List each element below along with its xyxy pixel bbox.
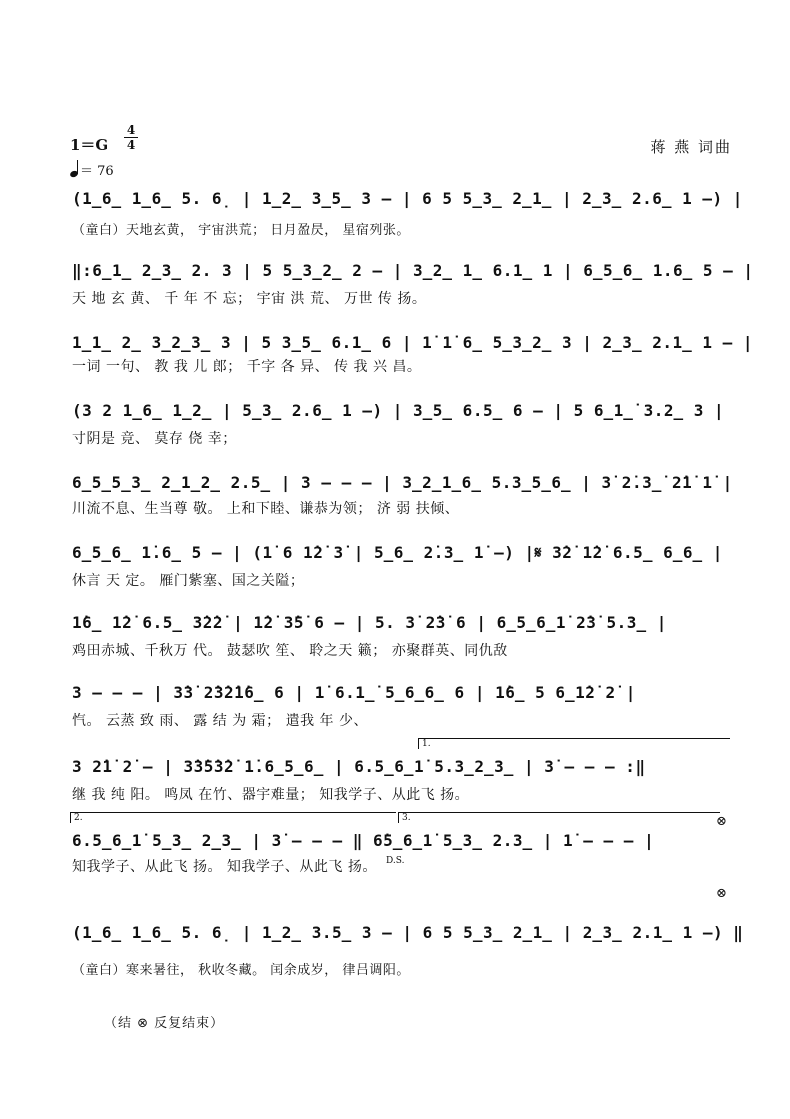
lyrics-row-6: 休言 天 定。 雁门紫塞、国之关隘； [72, 573, 305, 589]
notation-row-8: 3 – – – | 3̇3̇ 2̇3̇2̇1̇6̲ 6 | 1̇ 6.1̲̇ 5̲6̲6̲ 6 | 1̇6̲ 5 6̲1̇2̇ 2̇ | [72, 683, 636, 702]
author-credit: 蒋 燕 词曲 [650, 138, 732, 156]
tempo-marking [70, 160, 114, 179]
lyrics-row-11: （童白）寒来暑往， 秋收冬藏。 闰余成岁， 律吕调阳。 [72, 963, 410, 978]
lyrics-row-2: 天 地 玄 黄、 千 年 不 忘； 宇宙 洪 荒、 万世 传 扬。 [72, 291, 427, 307]
lyrics-row-8: 忾。 云蒸 致 雨、 露 结 为 霜； 遣我 年 少、 [72, 713, 369, 729]
volta-1-bracket [418, 738, 730, 749]
quarter-note-icon [70, 161, 80, 177]
lyrics-row-9: 继 我 纯 阳。 鸣凤 在竹、器宇难量； 知我学子、从此飞 扬。 [72, 787, 470, 803]
footnote: （结 ⊗ 反复结束） [104, 1016, 225, 1031]
notation-row-3: 1̲1̲ 2̲ 3̲2̲3̲ 3 | 5 3̲5̲ 6.1̲ 6 | 1̇ 1̇ 6̲ 5̲3̲2̲ 3 | 2̲3̲ 2.1̲ 1 – | [72, 333, 754, 352]
notation-row-6: 6̲5̲6̲ 1̇.6̲ 5 – | (1̇ 6 1̇2̇ 3̇ | 5̲6̲ 2̇.3̲ 1̇ –) |𝄋 3̇2̇ 1̇2̇ 6.5̲ 6̲6̲ | [72, 543, 723, 562]
notation-row-1: (1̲6̲ 1̲6̲ 5. 6̣ | 1̲2̲ 3̲5̲ 3 – | 6 5 5̲3̲ 2̲1̲ | 2̲3̲ 2.6̲ 1 –) | [72, 189, 743, 208]
time-signature-bottom: 4 [126, 138, 136, 152]
notation-row-7: 1̇6̲ 1̇2̇ 6.5̲ 3̇2̇2̇ | 1̇2̇ 3̇5̇ 6 – | 5. 3̇ 2̇3̇ 6 | 6̲5̲6̲1̇ 2̇3̇ 5.3̲ | [72, 613, 667, 632]
notation-row-10: 6.5̲6̲1̇ 5̲3̲ 2̲3̲ | 3̇ – – – ‖ 6̇5̲6̲1̇ 5̲3̲ 2.3̲ | 1̇ – – – | [72, 831, 655, 850]
da-segno-label: D.S. [386, 856, 405, 866]
time-signature [124, 124, 138, 151]
volta-2-bracket [70, 812, 396, 823]
volta-3-label: 3. [402, 813, 411, 823]
coda-sign-icon: ⊗ [716, 814, 727, 829]
coda-sign-icon-2: ⊗ [716, 886, 727, 901]
notation-row-4: (3 2 1̲6̲ 1̲2̲ | 5̲3̲ 2.6̲ 1 –) | 3̲5̲ 6.5̲ 6 – | 5 6̲1̲̇ 3.2̲ 3 | [72, 401, 725, 420]
notation-row-2: ‖:6̲1̲ 2̲3̲ 2. 3 | 5 5̲3̲2̲ 2 – | 3̲2̲ 1̲ 6.1̲ 1 | 6̲5̲6̲ 1.6̲ 5 – | [72, 261, 754, 280]
volta-2-label: 2. [74, 813, 83, 823]
tempo-value: ＝ 76 [80, 164, 114, 179]
volta-3-bracket [398, 812, 720, 823]
lyrics-row-3: 一词 一句、 教 我 儿 郎； 千字 各 异、 传 我 兴 昌。 [72, 359, 422, 375]
lyrics-row-7: 鸡田赤城、千秋万 代。 鼓瑟吹 笙、 聆之天 籁； 亦聚群英、同仇敌 [72, 643, 508, 659]
lyrics-row-4: 寸阴是 竞、 莫存 侥 幸； [72, 431, 237, 447]
lyrics-row-1: （童白）天地玄黄， 宇宙洪荒； 日月盈昃， 星宿列张。 [72, 223, 410, 238]
lyrics-row-10: 知我学子、从此飞 扬。 知我学子、从此飞 扬。 [72, 859, 377, 875]
volta-1-label: 1. [422, 739, 431, 749]
notation-row-11: (1̲6̲ 1̲6̲ 5. 6̣ | 1̲2̲ 3.5̲ 3 – | 6 5 5̲3̲ 2̲1̲ | 2̲3̲ 2.1̲ 1 –) ‖ [72, 923, 744, 942]
notation-row-5: 6̲5̲5̲3̲ 2̲1̲2̲ 2.5̲ | 3 – – – | 3̲2̲1̲6̲ 5.3̲5̲6̲ | 3̇ 2̇.3̲̇ 2̇1̇ 1̇ | [72, 473, 733, 492]
lyrics-row-5: 川流不息、生当尊 敬。 上和下睦、谦恭为领； 济 弱 扶倾、 [72, 501, 460, 517]
notation-row-9: 3 2̇1̇ 2̇ – | 3̇3̇5̇3̇2̇ 1̇.6̲5̲6̲ | 6.5̲6̲1̇ 5.3̲2̲3̲ | 3̇ – – – :‖ [72, 757, 646, 776]
key-signature: 1＝G [70, 136, 109, 154]
time-signature-top: 4 [126, 123, 136, 137]
